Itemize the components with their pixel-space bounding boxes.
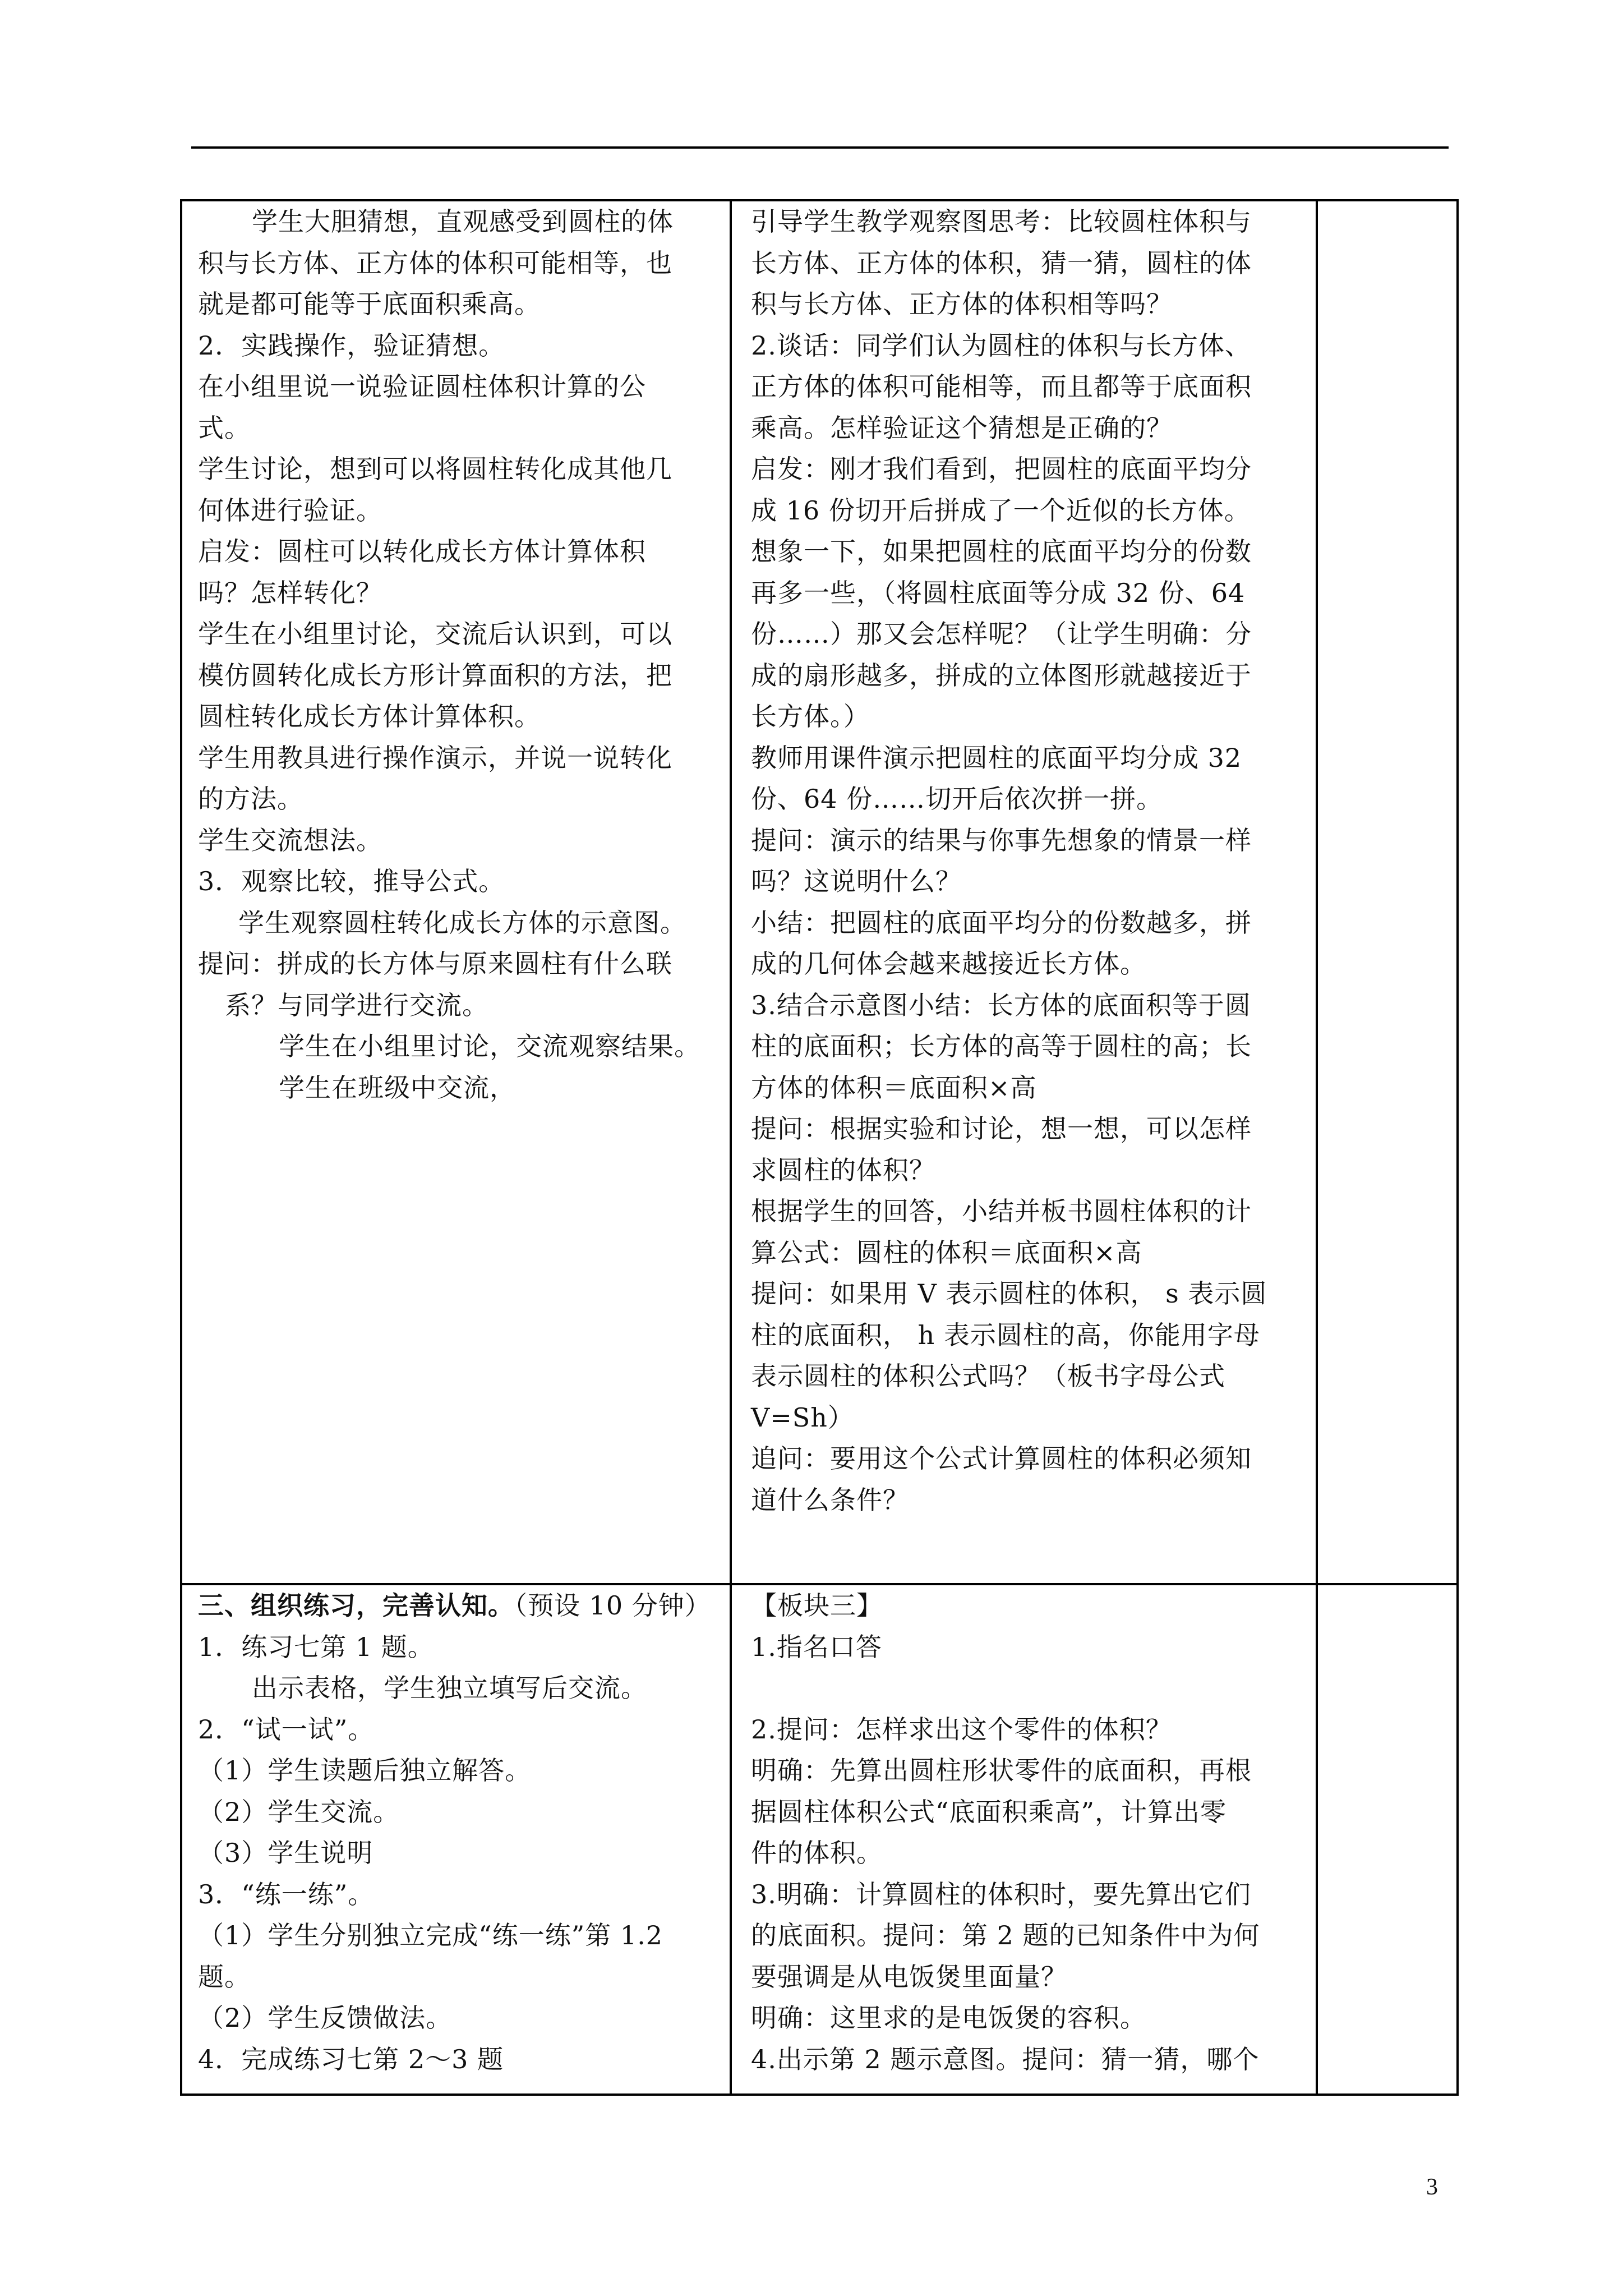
text-line [198,861,730,903]
line-text: 2．实践操作，验证猜想。 [198,330,505,361]
text-line [198,1915,730,1957]
text-line [198,2039,730,2081]
line-text: 方体的体积＝底面积×高 [751,1072,1037,1103]
text-line [751,2039,1316,2081]
line-text: 3．“练一练”。 [198,1879,375,1910]
line-text: 表示圆柱的体积公式吗？（板书字母公式 [751,1361,1225,1391]
line-text: 柱的底面积；长方体的高等于圆柱的高；长 [751,1031,1252,1061]
line-text: 3．观察比较，推导公式。 [198,866,505,896]
line-text: 题。 [198,1961,251,1992]
text-line [198,1833,730,1874]
line-text: 3.结合示意图小结：长方体的底面积等于圆 [751,990,1251,1020]
text-line [198,366,730,408]
line-text: 就是都可能等于底面积乘高。 [198,289,541,319]
text-line [751,573,1316,614]
text-line [751,861,1316,903]
text-line [751,1915,1316,1957]
line-text: 学生在小组里讨论，交流观察结果。 [279,1031,700,1061]
line-text: 道什么条件？ [751,1484,909,1515]
student-activity-text [182,201,730,1108]
teacher-activity-text [732,201,1316,1521]
line-text: 要强调是从电饭煲里面量？ [751,1961,1067,1992]
text-line [751,1108,1316,1150]
line-text: 积与长方体、正方体的体积相等吗？ [751,289,1173,319]
student-activity-cell [181,200,731,1584]
text-line [751,1957,1316,1998]
line-text: 4.出示第 2 题示意图。提问：猜一猜，哪个 [751,2044,1260,2074]
text-line [198,1874,730,1916]
line-text: 提问：拼成的长方体与原来圆柱有什么联 [198,949,672,979]
text-line [751,1750,1316,1792]
teacher-practice-cell [731,1584,1317,2095]
text-line [198,1957,730,1998]
text-line [751,1627,1316,1668]
text-line [751,696,1316,738]
line-text: 正方体的体积可能相等，而且都等于底面积 [751,371,1252,402]
text-line [198,573,730,614]
line-text: 成的几何体会越来越接近长方体。 [751,949,1146,979]
text-line [751,1026,1316,1068]
text-line [751,820,1316,862]
line-text: 提问：根据实验和讨论，想一想，可以怎样 [751,1114,1252,1144]
line-text: 柱的底面积， h 表示圆柱的高，你能用字母 [751,1319,1260,1350]
text-line [751,243,1316,284]
line-text: 引导学生教学观察图思考：比较圆柱体积与 [751,206,1252,237]
text-line [751,944,1316,985]
line-text: 成的扇形越多，拼成的立体图形就越接近于 [751,660,1252,691]
line-text: 启发：圆柱可以转化成长方体计算体积 [198,536,646,567]
line-text: 的底面积。提问：第 2 题的已知条件中为何 [751,1920,1260,1950]
student-practice-text [182,1585,730,2080]
text-line [751,284,1316,325]
text-line [751,1397,1316,1439]
line-text: 根据学生的回答，小结并板书圆柱体积的计 [751,1196,1252,1226]
line-text: 2.提问：怎样求出这个零件的体积？ [751,1714,1172,1745]
line-text: （1）学生读题后独立解答。 [198,1755,532,1786]
line-text: 乘高。怎样验证这个猜想是正确的？ [751,412,1173,443]
text-line [751,614,1316,655]
text-line [751,325,1316,367]
text-line [198,738,730,779]
header-rule [191,146,1449,149]
table-row-practice [181,1584,1458,2095]
text-line [198,201,730,243]
line-text: 式。 [198,412,251,443]
line-text: 系？与同学进行交流。 [225,990,488,1020]
text-line [198,1709,730,1751]
line-text: 的方法。 [198,784,303,814]
line-text: 圆柱转化成长方体计算体积。 [198,701,541,731]
line-text: 份、64 份……切开后依次拼一拼。 [751,784,1163,814]
student-practice-cell [181,1584,731,2095]
line-text: （2）学生交流。 [198,1796,400,1827]
text-line [751,1792,1316,1833]
line-text: 吗？怎样转化？ [198,577,382,608]
line-text: （1）学生分别独立完成“练一练”第 1.2 [198,1920,663,1950]
line-text: 据圆柱体积公式“底面积乘高”，计算出零 [751,1796,1227,1827]
text-line [751,449,1316,490]
line-text: 求圆柱的体积？ [751,1154,935,1185]
line-text: 学生讨论，想到可以将圆柱转化成其他几 [198,454,672,484]
teacher-practice-text [732,1585,1316,2080]
text-line [198,655,730,697]
text-line [751,1315,1316,1356]
line-text: 积与长方体、正方体的体积可能相等，也 [198,247,672,278]
text-line [751,490,1316,532]
line-text: 提问：如果用 V 表示圆柱的体积， s 表示圆 [751,1278,1267,1309]
line-text: 2.谈话：同学们认为圆柱的体积与长方体、 [751,330,1251,361]
line-text: （3）学生说明 [198,1838,374,1868]
text-line [198,696,730,738]
text-line [198,903,730,944]
line-text: 学生在小组里讨论，交流后认识到，可以 [198,619,672,649]
text-line [198,614,730,655]
line-text: 算公式：圆柱的体积＝底面积×高 [751,1237,1142,1268]
text-line [751,1273,1316,1315]
text-line [751,1356,1316,1397]
text-line [198,490,730,532]
line-text: 想象一下，如果把圆柱的底面平均分的份数 [751,536,1252,567]
text-line [198,284,730,325]
text-line [751,1668,1316,1709]
text-line [198,1998,730,2039]
line-text: 启发：刚才我们看到，把圆柱的底面平均分 [751,454,1252,484]
text-line [751,1191,1316,1232]
text-line [751,1480,1316,1521]
line-text: 追问：要用这个公式计算圆柱的体积必须知 [751,1443,1252,1474]
teacher-activity-cell [731,200,1317,1584]
text-line [198,1750,730,1792]
text-line [198,1668,730,1709]
line-text: 1．练习七第 1 题。 [198,1631,434,1662]
text-line [751,1709,1316,1751]
line-text: 模仿圆转化成长方形计算面积的方法，把 [198,660,672,691]
text-line [198,985,730,1027]
line-text: 学生大胆猜想，直观感受到圆柱的体 [252,206,674,237]
line-text: 明确：先算出圆柱形状零件的底面积，再根 [751,1755,1252,1786]
line-text: 何体进行验证。 [198,495,382,526]
text-line [751,1150,1316,1191]
line-text: 明确：这里求的是电饭煲的容积。 [751,2003,1146,2033]
text-line [198,325,730,367]
text-line [198,1026,730,1068]
text-line [751,531,1316,573]
line-text: 学生观察圆柱转化成长方体的示意图。 [238,907,686,938]
text-line [751,1438,1316,1480]
line-text: 小结：把圆柱的底面平均分的份数越多，拼 [751,907,1252,938]
text-line [751,1998,1316,2039]
text-line [198,1068,730,1109]
text-line [751,201,1316,243]
text-line [751,1833,1316,1874]
text-line [198,531,730,573]
text-line [751,985,1316,1027]
line-text: 4．完成练习七第 2～3 题 [198,2044,504,2074]
line-text: 份……）那又会怎样呢？（让学生明确：分 [751,619,1252,649]
line-text: 【板块三】 [751,1590,883,1621]
text-line [751,903,1316,944]
line-text: 学生用教具进行操作演示，并说一说转化 [198,742,672,773]
line-text: 在小组里说一说验证圆柱体积计算的公 [198,371,646,402]
line-text: 1.指名口答 [751,1631,882,1662]
line-text: 再多一些，（将圆柱底面等分成 32 份、64 [751,577,1246,608]
text-line [751,1874,1316,1916]
line-text: 学生在班级中交流， [279,1072,516,1103]
text-line [198,820,730,862]
line-text: 长方体。） [751,701,870,731]
text-line [198,779,730,820]
text-line [198,449,730,490]
text-line [198,944,730,985]
line-text: （2）学生反馈做法。 [198,2003,453,2033]
text-line [198,243,730,284]
text-line [751,408,1316,449]
text-line [751,1068,1316,1109]
text-line [751,1232,1316,1274]
text-line [198,408,730,449]
text-line [751,738,1316,779]
line-text: 提问：演示的结果与你事先想象的情景一样 [751,825,1252,855]
line-text: 成 16 份切开后拼成了一个近似的长方体。 [751,495,1251,526]
text-line [751,1585,1316,1627]
text-line [751,366,1316,408]
line-text: 出示表格，学生独立填写后交流。 [252,1673,647,1703]
text-line [198,1627,730,1668]
lesson-plan-table [180,199,1459,2096]
notes-cell [1317,1584,1458,2095]
line-text: 教师用课件演示把圆柱的底面平均分成 32 [751,742,1242,773]
line-text: 吗？这说明什么？ [751,866,962,896]
text-line [198,1585,730,1627]
notes-cell [1317,200,1458,1584]
section-time-note: （预设 10 分钟） [514,1590,711,1621]
line-text: 2．“试一试”。 [198,1714,375,1745]
text-line [198,1792,730,1833]
line-text: 件的体积。 [751,1838,883,1868]
line-text: 学生交流想法。 [198,825,382,855]
section-heading: 三、组织练习，完善认知。 [198,1590,514,1621]
line-text: 3.明确：计算圆柱的体积时，要先算出它们 [751,1879,1251,1910]
text-line [751,779,1316,820]
line-text: V=Sh） [751,1402,854,1433]
line-text: 长方体、正方体的体积，猜一猜，圆柱的体 [751,247,1252,278]
table-row-explore [181,200,1458,1584]
page-number: 3 [1426,2174,1438,2200]
text-line [751,655,1316,697]
